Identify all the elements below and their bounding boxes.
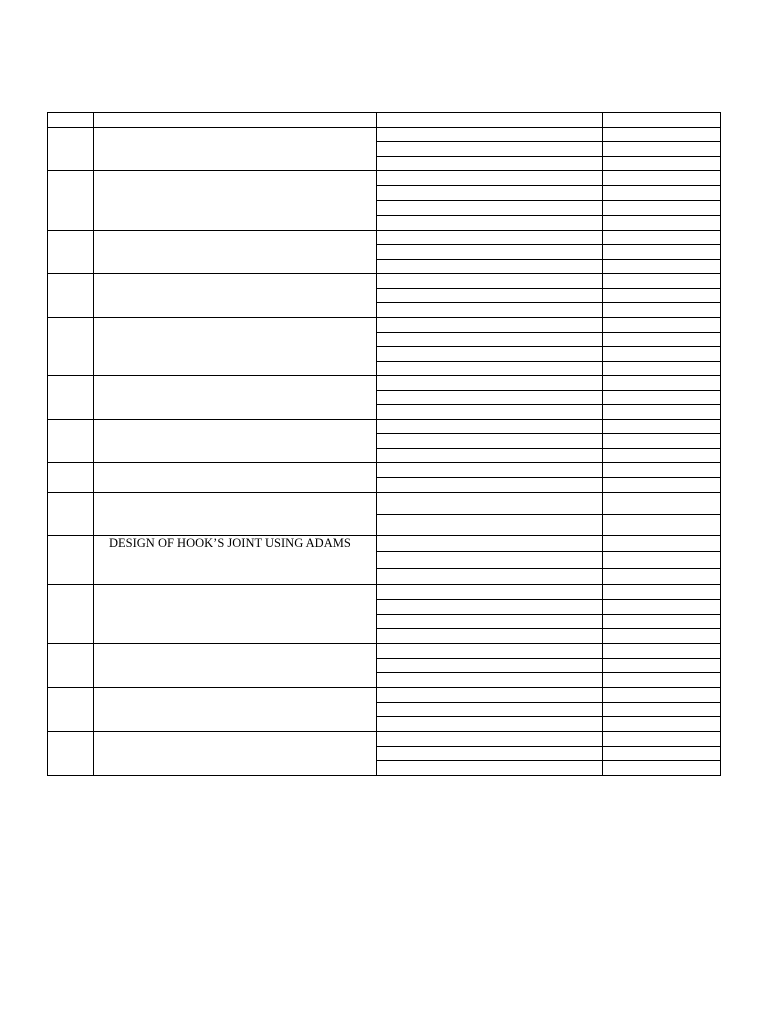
experiment-title: DESIGN OF HOOK’S JOINT USING ADAMS — [109, 536, 351, 550]
table-border — [48, 113, 721, 776]
